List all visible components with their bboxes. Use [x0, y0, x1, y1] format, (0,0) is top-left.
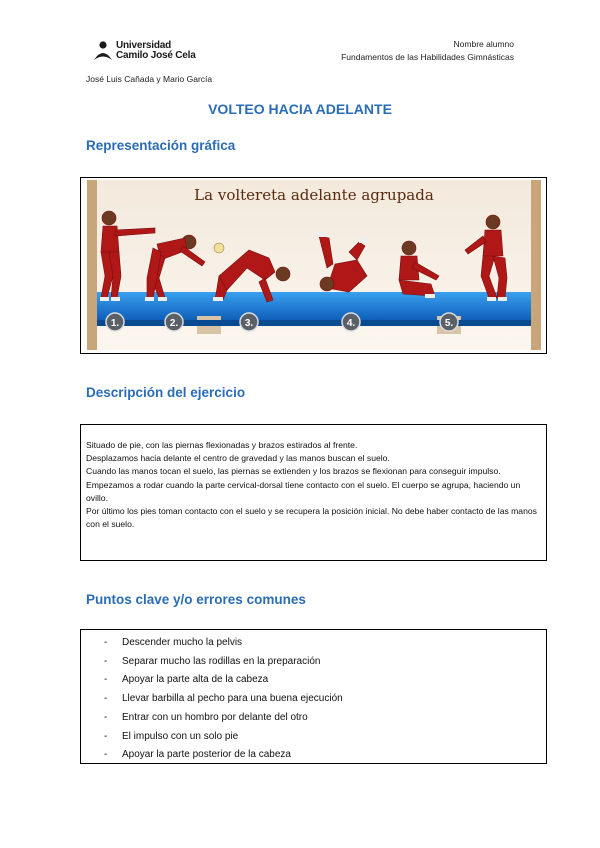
- list-item: [81, 728, 546, 747]
- list-bullet: -: [104, 711, 108, 723]
- step-marker-3: [240, 313, 258, 331]
- list-item-text: Separar mucho las rodillas en la preparación: [122, 655, 321, 667]
- ucjc-logo-icon: [92, 40, 114, 62]
- step-label-3: 3.: [244, 318, 254, 329]
- description-section-heading: Descripción del ejercicio: [86, 385, 246, 400]
- description-paragraph-3: Cuando las manos tocan el suelo, las piernas se extienden y los brazos se flexionan para conseguir impulso.: [86, 466, 501, 477]
- list-item-text: Llevar barbilla al pecho para una buena ejecución: [122, 693, 343, 705]
- step-label-2: 2.: [169, 318, 179, 329]
- student-name-label: Nombre alumno: [453, 39, 514, 49]
- list-bullet: -: [104, 637, 108, 648]
- list-item-text: Descender mucho la pelvis: [122, 637, 243, 648]
- graphic-section-heading: Representación gráfica: [86, 138, 236, 153]
- university-logo: [92, 40, 212, 64]
- step-marker-5: [440, 313, 458, 331]
- list-item: [81, 671, 546, 690]
- key-points-list: [81, 634, 546, 765]
- list-bullet: -: [104, 730, 108, 742]
- list-bullet: -: [104, 749, 108, 761]
- list-item-text: Apoyar la parte alta de la cabeza: [122, 674, 269, 686]
- description-paragraph-1: Situado de pie, con las piernas flexionadas y brazos estirados al frente.: [86, 440, 358, 450]
- list-item-text: El impulso con un solo pie: [122, 730, 239, 742]
- step-label-4: 4.: [346, 318, 356, 329]
- list-item-text: Apoyar la parte posterior de la cabeza: [122, 749, 291, 761]
- logo-line-2: Camilo José Cela: [116, 50, 196, 61]
- key-points-section-heading: Puntos clave y/o errores comunes: [86, 592, 306, 607]
- description-paragraph-2: Desplazamos hacia delante el centro de gravedad y las manos buscan el suelo.: [86, 453, 390, 464]
- list-bullet: -: [104, 655, 108, 667]
- authors: José Luis Cañada y Mario García: [86, 74, 213, 84]
- illustration-caption: La voltereta adelante agrupada: [194, 186, 434, 204]
- logo-line-1: Universidad: [116, 40, 172, 51]
- step-marker-4: [342, 313, 360, 331]
- list-item: [81, 653, 546, 672]
- list-item: [81, 709, 546, 728]
- step-marker-1: [106, 313, 124, 331]
- key-points-box: [80, 629, 547, 764]
- step-marker-2: [165, 313, 183, 331]
- figure-frame: [80, 177, 547, 354]
- list-item-text: Entrar con un hombro por delante del otro: [122, 711, 308, 723]
- page-title: VOLTEO HACIA ADELANTE: [208, 101, 392, 117]
- list-bullet: -: [104, 674, 108, 686]
- step-label-5: 5.: [444, 318, 454, 329]
- list-item: [81, 746, 546, 765]
- forward-roll-illustration: [87, 180, 541, 350]
- course-name: Fundamentos de las Habilidades Gimnásticas: [341, 52, 514, 62]
- list-item: [81, 634, 546, 653]
- header-info: [341, 38, 514, 64]
- list-bullet: -: [104, 693, 108, 705]
- description-paragraph-5: Por último los pies toman contacto con el suelo y se recupera la posición inicial. No debe haber contacto de las manos con el suelo.: [86, 506, 537, 530]
- description-paragraph-4: Empezamos a rodar cuando la parte cervical-dorsal tiene contacto con el suelo. El cuerpo se agrupa, haciendo un ovillo.: [86, 479, 521, 503]
- list-item: [81, 690, 546, 709]
- description-box: [80, 424, 547, 561]
- step-label-1: 1.: [110, 318, 120, 329]
